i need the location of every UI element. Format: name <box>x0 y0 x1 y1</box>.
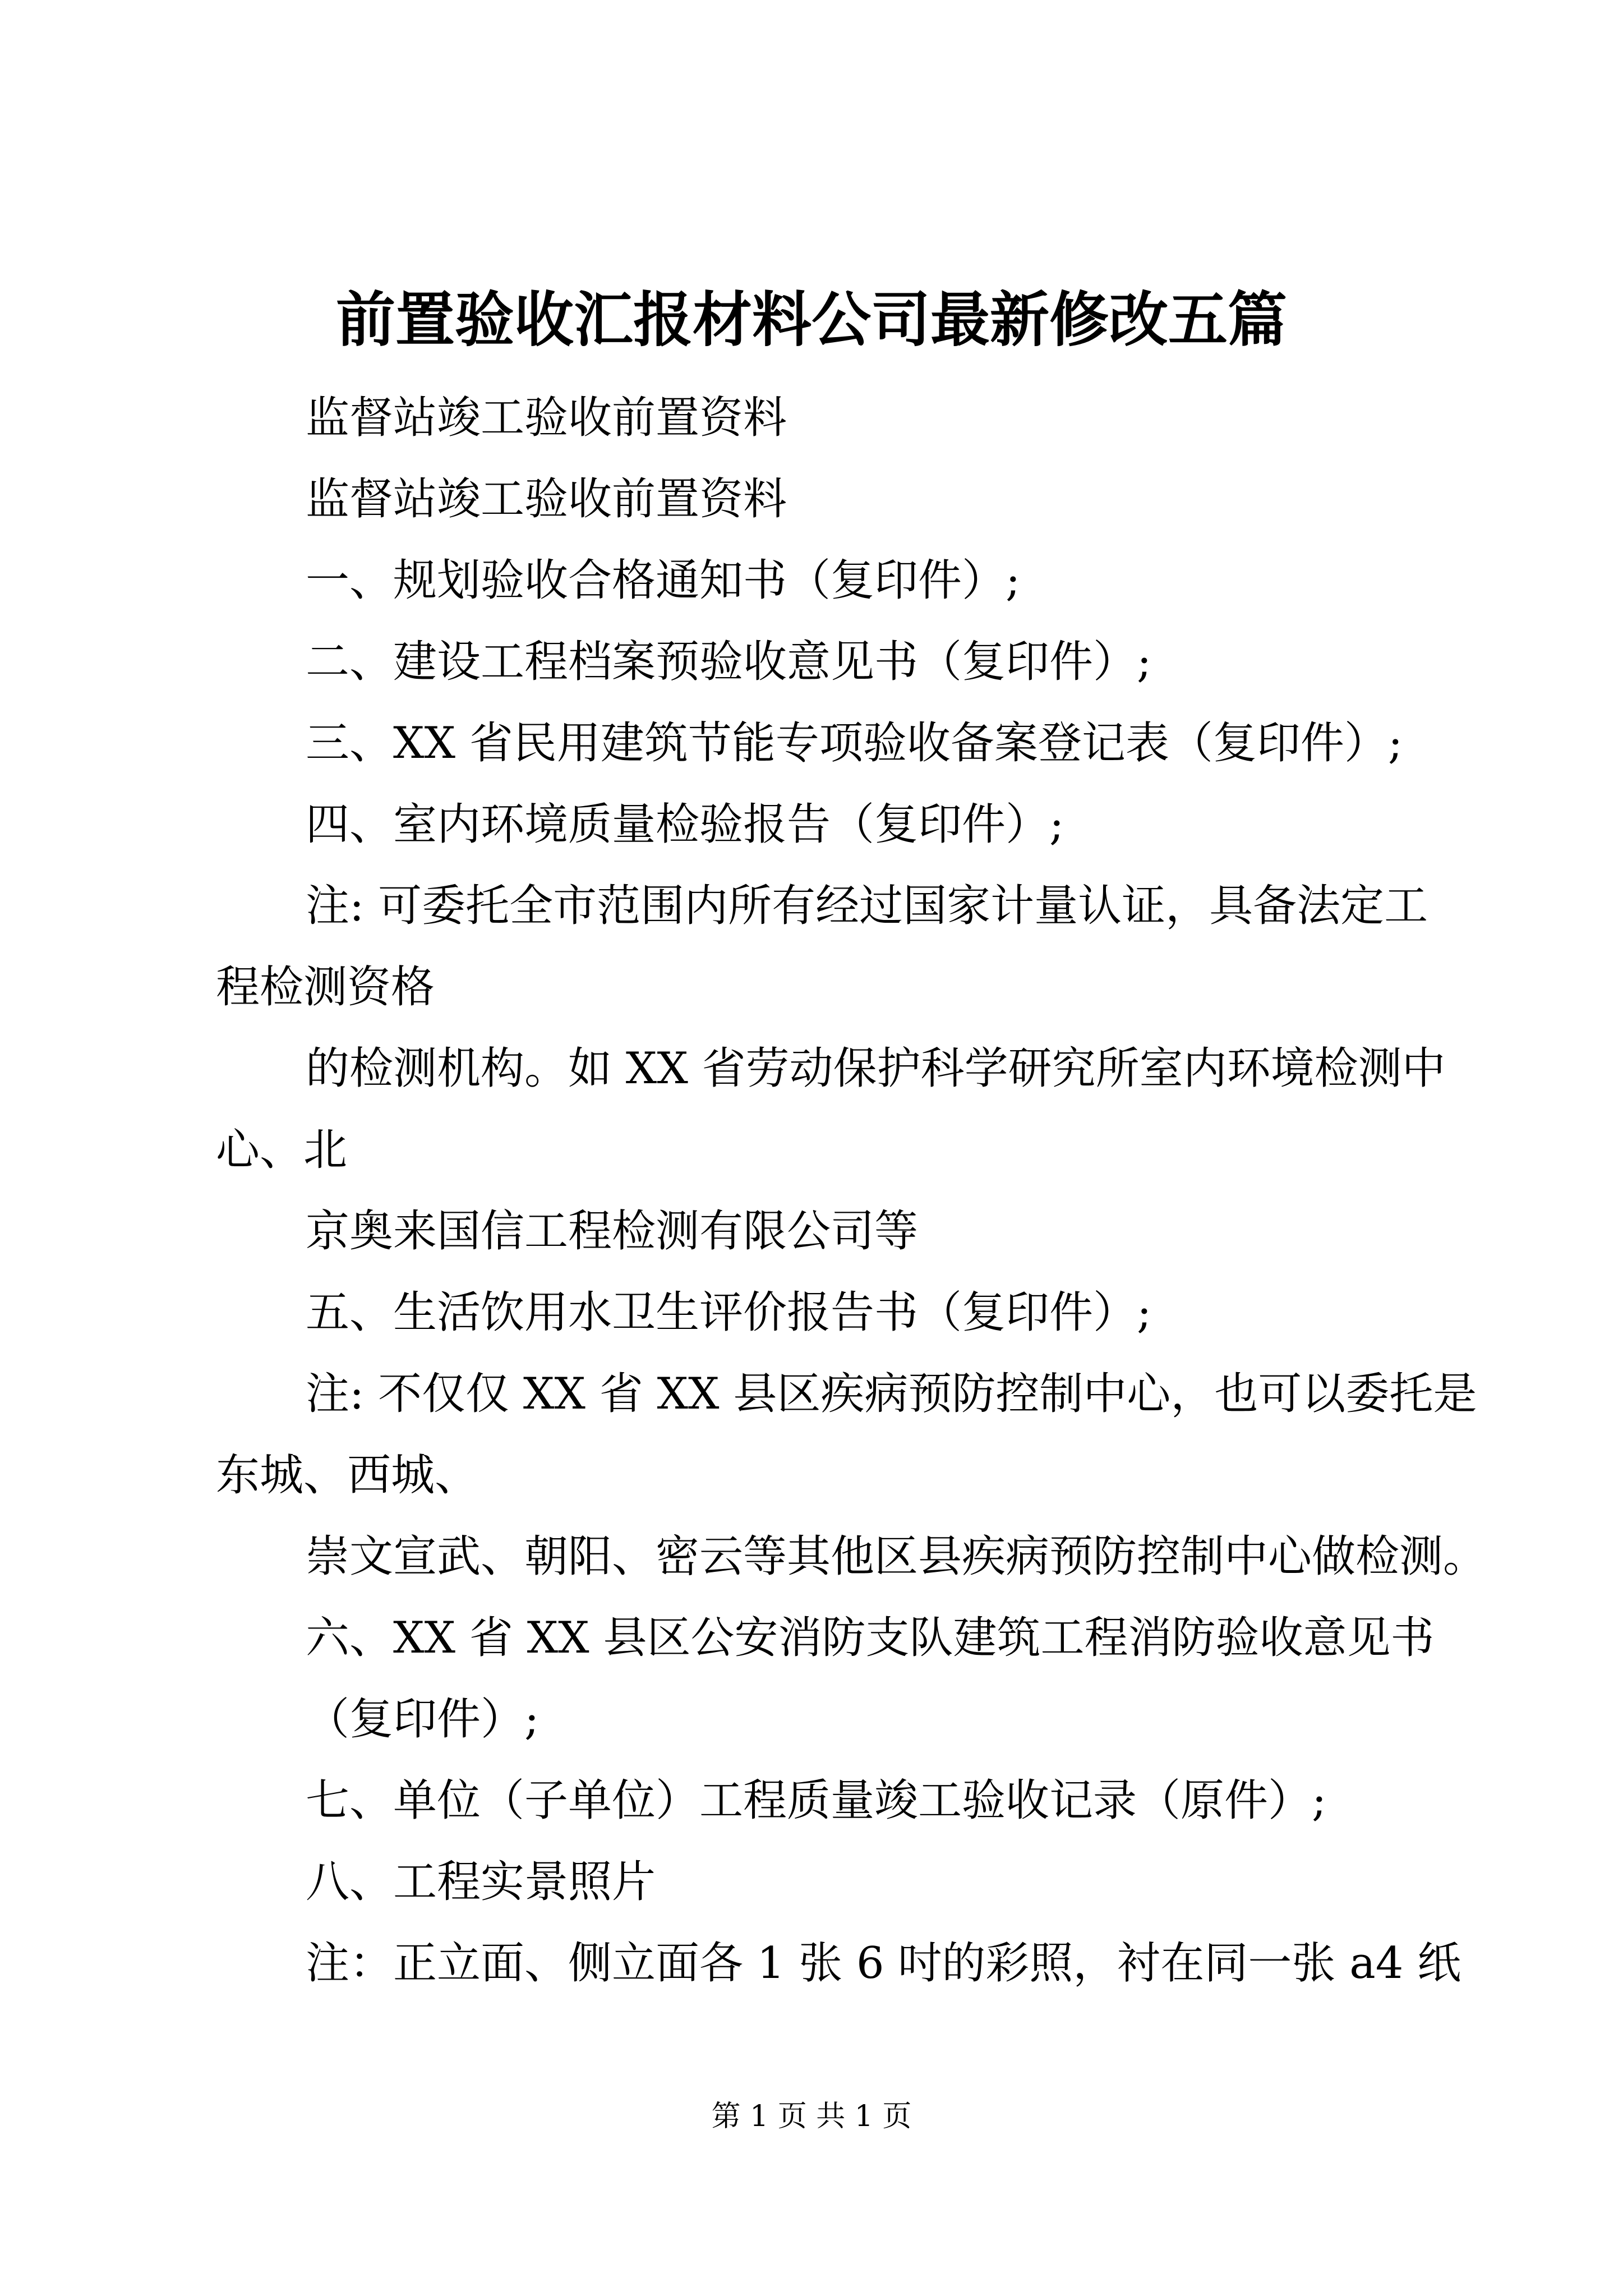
page-footer: 第 1 页 共 1 页 <box>711 2100 912 2133</box>
body-line: 监督站竣工验收前置资料 <box>306 474 787 524</box>
body-line: 崇文宣武、朝阳、密云等其他区县疾病预防控制中心做检测。 <box>306 1531 1487 1582</box>
body-line: 东城、西城、 <box>216 1450 479 1501</box>
body-line: 三、XX 省民用建筑节能专项验收备案登记表（复印件）; <box>306 718 1403 769</box>
body-line: 监督站竣工验收前置资料 <box>306 393 787 443</box>
body-line: （复印件）; <box>306 1694 540 1745</box>
document-title: 前置验收汇报材料公司最新修改五篇 <box>336 284 1287 355</box>
body-line: 八、工程实景照片 <box>306 1857 656 1907</box>
body-line: 程检测资格 <box>216 962 435 1013</box>
body-line: 七、单位（子单位）工程质量竣工验收记录（原件）; <box>306 1775 1327 1826</box>
body-line: 的检测机构。如 XX 省劳动保护科学研究所室内环境检测中 <box>306 1043 1446 1094</box>
body-line: 注：正立面、侧立面各 1 张 6 吋的彩照，衬在同一张 a4 纸 <box>306 1938 1461 1989</box>
body-line: 五、生活饮用水卫生评价报告书（复印件）; <box>306 1287 1152 1338</box>
body-line: 六、XX 省 XX 县区公安消防支队建筑工程消防验收意见书 <box>306 1613 1435 1663</box>
body-line: 二、建设工程档案预验收意见书（复印件）; <box>306 637 1152 687</box>
body-line: 心、北 <box>216 1125 348 1175</box>
body-line: 四、室内环境质量检验报告（复印件）; <box>306 799 1064 850</box>
body-line: 京奥来国信工程检测有限公司等 <box>306 1206 919 1257</box>
body-line: 注: 可委托全市范围内所有经过国家计量认证，具备法定工 <box>306 881 1428 931</box>
body-line: 注: 不仅仅 XX 省 XX 县区疾病预防控制中心，也可以委托是 <box>306 1369 1477 1419</box>
body-line: 一、规划验收合格通知书（复印件）; <box>306 555 1021 606</box>
